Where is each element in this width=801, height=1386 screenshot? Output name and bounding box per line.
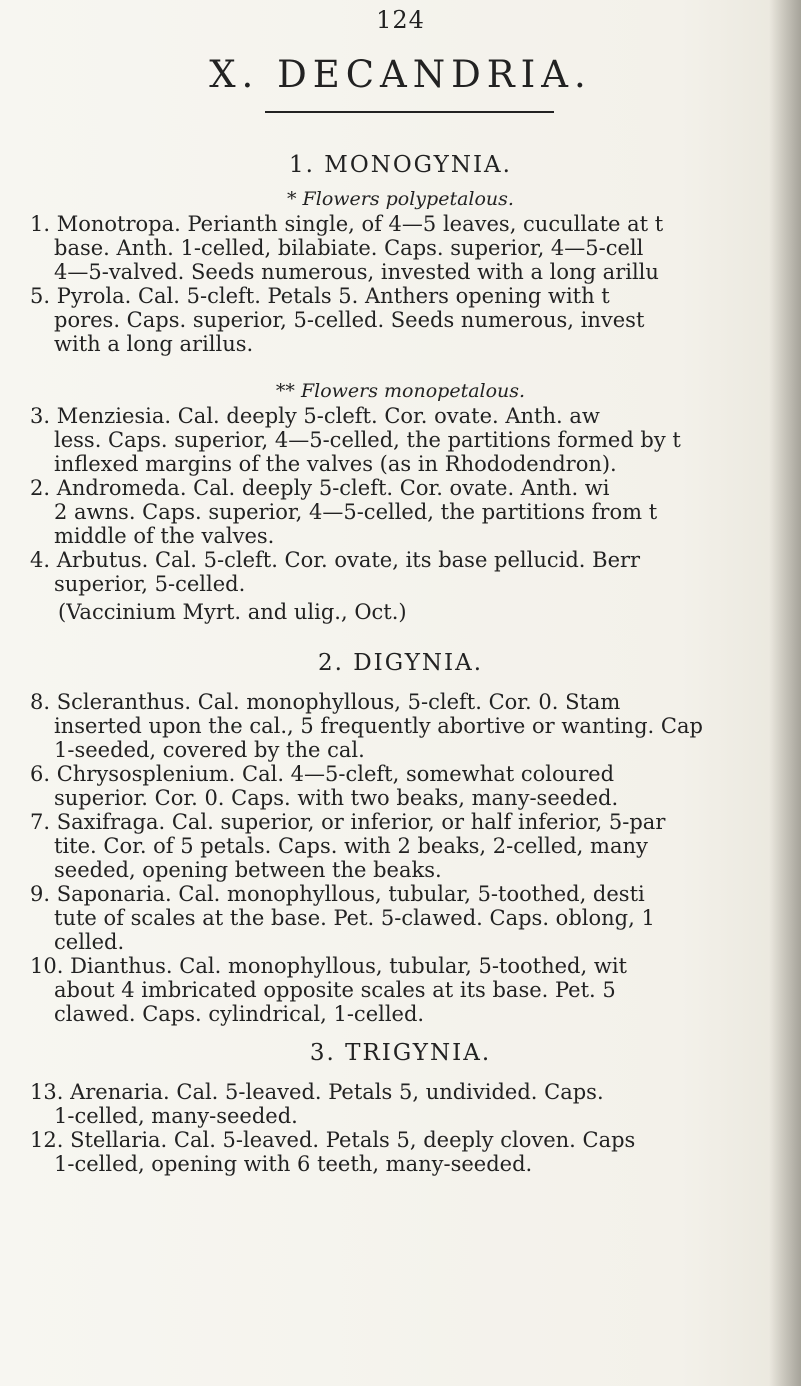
entry-line: 12. Stellaria. Cal. 5-leaved. Petals 5, deeply cloven. Caps bbox=[30, 1128, 636, 1152]
entry-line: 1-celled, opening with 6 teeth, many-seeded. bbox=[54, 1152, 533, 1176]
entry-line: 2 awns. Caps. superior, 4—5-celled, the partitions from t bbox=[54, 500, 658, 524]
entry-line: inserted upon the cal., 5 frequently abortive or wanting. Cap bbox=[54, 714, 703, 738]
entry-line: 5. Pyrola. Cal. 5-cleft. Petals 5. Anthers opening with t bbox=[30, 284, 610, 308]
entry-line: middle of the valves. bbox=[54, 524, 275, 548]
entry-line: base. Anth. 1-celled, bilabiate. Caps. superior, 4—5-cell bbox=[54, 236, 644, 260]
entry-line: tite. Cor. of 5 petals. Caps. with 2 beaks, 2-celled, many bbox=[54, 834, 648, 858]
class-title: X. DECANDRIA. bbox=[209, 53, 592, 96]
entry-line: 3. Menziesia. Cal. deeply 5-cleft. Cor. ovate. Anth. aw bbox=[30, 404, 600, 428]
subheading-monopetalous: ** Flowers monopetalous. bbox=[275, 380, 526, 402]
entry-line: 7. Saxifraga. Cal. superior, or inferior, or half inferior, 5-par bbox=[30, 810, 666, 834]
monopetalous-note: (Vaccinium Myrt. and ulig., Oct.) bbox=[58, 600, 407, 624]
title-rule bbox=[265, 111, 554, 113]
entry-line: with a long arillus. bbox=[54, 332, 254, 356]
entry-line: 1. Monotropa. Perianth single, of 4—5 leaves, cucullate at t bbox=[30, 212, 664, 236]
entry-line: superior. Cor. 0. Caps. with two beaks, many-seeded. bbox=[54, 786, 619, 810]
section-heading-monogynia: 1. MONOGYNIA. bbox=[289, 152, 512, 178]
entry-line: 4. Arbutus. Cal. 5-cleft. Cor. ovate, its base pellucid. Berr bbox=[30, 548, 641, 572]
entry-line: 1-celled, many-seeded. bbox=[54, 1104, 298, 1128]
entry-line: about 4 imbricated opposite scales at its base. Pet. 5 bbox=[54, 978, 616, 1002]
entry-line: less. Caps. superior, 4—5-celled, the partitions formed by t bbox=[54, 428, 681, 452]
entry-line: 6. Chrysosplenium. Cal. 4—5-cleft, somewhat coloured bbox=[30, 762, 615, 786]
entry-line: 4—5-valved. Seeds numerous, invested with a long arillu bbox=[54, 260, 659, 284]
page-number: 124 bbox=[376, 6, 425, 34]
subheading-polypetalous: * Flowers polypetalous. bbox=[287, 188, 514, 210]
entry-line: seeded, opening between the beaks. bbox=[54, 858, 442, 882]
entry-line: inflexed margins of the valves (as in Rhododendron). bbox=[54, 452, 617, 476]
entry-line: superior, 5-celled. bbox=[54, 572, 246, 596]
section-heading-trigynia: 3. TRIGYNIA. bbox=[309, 1040, 492, 1066]
entry-block-monopetalous bbox=[30, 404, 790, 596]
section-heading-digynia: 2. DIGYNIA. bbox=[317, 650, 484, 676]
entry-line: 9. Saponaria. Cal. monophyllous, tubular, 5-toothed, desti bbox=[30, 882, 645, 906]
entry-line: 1-seeded, covered by the cal. bbox=[54, 738, 365, 762]
entry-block-polypetalous bbox=[30, 212, 790, 356]
entry-line: 8. Scleranthus. Cal. monophyllous, 5-cleft. Cor. 0. Stam bbox=[30, 690, 621, 714]
entry-block-digynia bbox=[30, 690, 790, 1026]
entry-line: clawed. Caps. cylindrical, 1-celled. bbox=[54, 1002, 425, 1026]
entry-line: pores. Caps. superior, 5-celled. Seeds numerous, invest bbox=[54, 308, 645, 332]
entry-line: 10. Dianthus. Cal. monophyllous, tubular, 5-toothed, wit bbox=[30, 954, 627, 978]
entry-block-trigynia bbox=[30, 1080, 790, 1176]
entry-line: 2. Andromeda. Cal. deeply 5-cleft. Cor. ovate. Anth. wi bbox=[30, 476, 610, 500]
entry-line: 13. Arenaria. Cal. 5-leaved. Petals 5, undivided. Caps. bbox=[30, 1080, 604, 1104]
entry-line: tute of scales at the base. Pet. 5-clawed. Caps. oblong, 1 bbox=[54, 906, 655, 930]
entry-line: celled. bbox=[54, 930, 125, 954]
